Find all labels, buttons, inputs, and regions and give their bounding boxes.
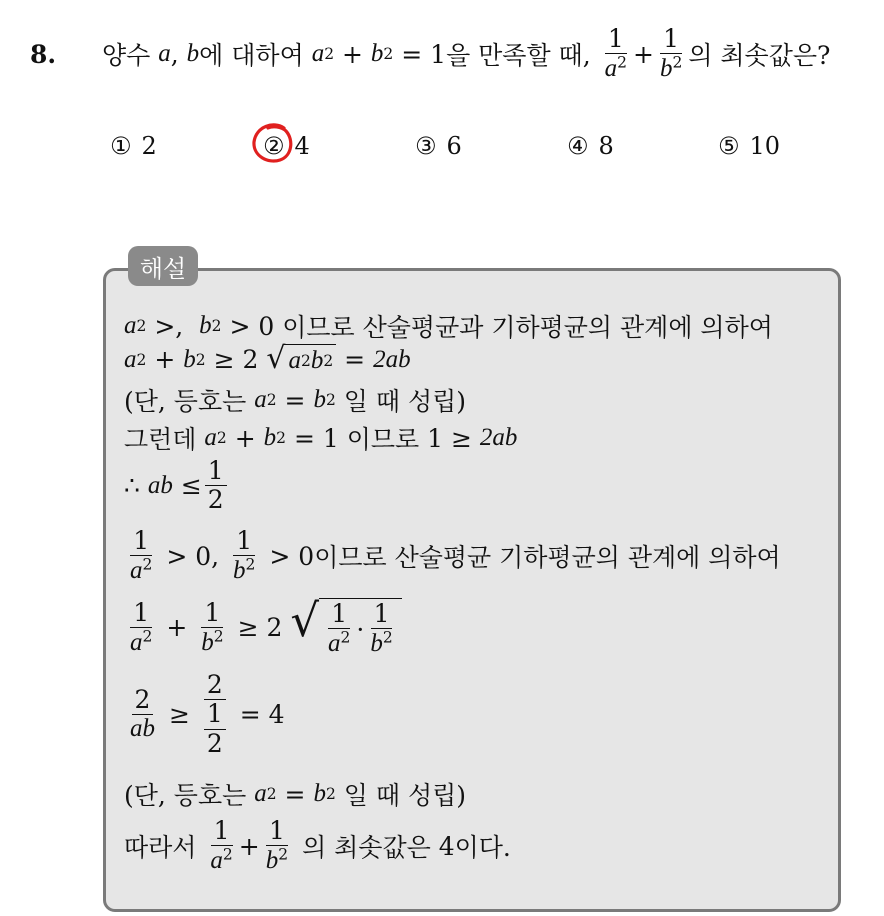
denominator: 2: [207, 485, 224, 515]
solution-line-3: (단, 등호는 a 2 = b 2 일 때 성립): [124, 382, 466, 418]
var-b: b: [265, 847, 279, 875]
number: 1: [427, 423, 444, 453]
choice-1-mark: ①: [110, 132, 132, 160]
var-a: a: [124, 345, 137, 373]
equals: =: [293, 423, 315, 453]
equals: =: [239, 699, 261, 729]
var-a: a: [210, 847, 223, 875]
number: 1: [430, 39, 447, 69]
solution-text: 이다.: [454, 833, 511, 863]
solution-line-10: [124, 818, 511, 875]
fraction-1-over-b2: [367, 601, 395, 658]
fraction-1-over-b2: [198, 597, 226, 657]
plus: +: [154, 345, 176, 374]
choice-5-mark: ⑤: [718, 132, 740, 160]
exponent: 2: [340, 628, 351, 647]
choice-3-mark: ③: [415, 132, 437, 160]
expr-ab: ab: [147, 471, 173, 499]
var-b: b: [659, 55, 673, 83]
question-number: 8.: [30, 39, 57, 69]
denominator: 2: [206, 728, 223, 758]
choice-3[interactable]: [415, 132, 462, 160]
equals: =: [344, 345, 366, 374]
solution-line-6: [124, 528, 781, 585]
solution-text: (단, 등호는: [124, 387, 247, 416]
fraction-2-over-half: [201, 672, 229, 757]
sqrt-a2b2: √ a 2 b 2: [266, 344, 336, 375]
var-a: a: [288, 347, 301, 374]
exponent: 2: [222, 845, 233, 864]
numerator: 1: [266, 818, 288, 846]
plus: +: [342, 39, 363, 69]
exponent: 2: [213, 627, 224, 646]
choice-4-mark: ④: [567, 132, 589, 160]
exponent: 2: [278, 845, 289, 864]
solution-line-7: [124, 594, 402, 658]
choice-2-mark: ②: [263, 132, 285, 160]
var-b: b: [370, 630, 383, 658]
var-a: a: [254, 386, 267, 413]
solution-line-8: [124, 672, 285, 757]
choice-4-value: 8: [598, 132, 614, 160]
q-text-minimum: 의 최솟값은?: [688, 41, 831, 71]
fraction-1-over-2: [205, 458, 227, 514]
number: 4: [268, 699, 285, 729]
fraction-1-over-a2: [325, 601, 353, 658]
fraction-1-over-b2: [263, 818, 291, 875]
choice-4[interactable]: [567, 132, 614, 160]
var-b: b: [313, 386, 326, 413]
solution-text: 따라서: [124, 833, 197, 863]
geq: ≥: [237, 613, 259, 643]
var-a: a: [604, 55, 618, 83]
numerator: 2: [204, 672, 226, 700]
var-b: b: [263, 424, 277, 451]
solution-text: 일 때 성립): [343, 781, 467, 810]
selected-answer-circle-icon: [248, 118, 298, 168]
numerator: 1: [204, 701, 226, 729]
fraction-1-over-a2: [127, 528, 155, 585]
var-b: b: [370, 40, 384, 68]
solution-line-2: a 2 + b 2 ≥ 2 √ a 2 b 2 = 2ab: [124, 341, 411, 376]
gt: >: [229, 311, 251, 341]
question: [30, 26, 860, 83]
numerator: 1: [205, 458, 227, 486]
exponent: 2: [382, 628, 393, 647]
var-a: a: [130, 557, 143, 585]
choice-2-value: 4: [294, 132, 310, 160]
fraction-1-over-a2: [127, 597, 155, 657]
numerator: 1: [605, 26, 627, 54]
var-a: a: [124, 312, 137, 339]
number: 0: [258, 311, 275, 341]
var-a: a: [311, 40, 325, 68]
var-a: a: [158, 40, 171, 68]
var-b: b: [233, 557, 246, 585]
choice-1[interactable]: [110, 132, 157, 160]
number: 2: [242, 345, 259, 374]
fraction-1-over-a2: [207, 818, 235, 875]
exponent: 2: [617, 53, 627, 72]
gt: >: [166, 541, 188, 571]
numerator: 1: [233, 528, 255, 556]
choice-5-value: 10: [749, 132, 781, 160]
geq: ≥: [168, 699, 190, 729]
gt: >: [269, 541, 291, 571]
expr-2ab: 2ab: [373, 345, 411, 373]
leq: ≤: [180, 471, 202, 501]
number: 0: [195, 541, 212, 571]
var-a: a: [328, 630, 341, 658]
solution-line-4: 그런데 a 2 + b 2 = 1 이므로 1 ≥ 2ab: [124, 420, 517, 456]
exponent: 2: [245, 555, 256, 574]
var-a: a: [130, 628, 143, 656]
solution-text: 의 최솟값은: [302, 833, 431, 863]
equals: =: [401, 39, 423, 69]
fraction-1-over-b2: [657, 26, 685, 83]
numerator: 1: [211, 818, 233, 846]
q-text-satisfy: 을 만족할 때,: [446, 41, 591, 71]
var-b: b: [199, 312, 212, 339]
dot: ·: [356, 614, 365, 644]
choice-5[interactable]: [718, 132, 780, 160]
numerator: 1: [660, 26, 682, 54]
var-b: b: [186, 40, 200, 68]
exponent: 2: [142, 627, 153, 646]
solution-line-1: a 2 > , b 2 > 0 이므로 산술평균과 기하평균의 관계에 의하여: [124, 308, 773, 344]
solution-text: 이므로: [346, 425, 420, 454]
var-a: a: [204, 424, 217, 451]
solution-line-9: (단, 등호는 a 2 = b 2 일 때 성립): [124, 776, 466, 812]
fraction-1-over-b2: [230, 528, 258, 585]
equals: =: [284, 385, 306, 415]
choice-1-value: 2: [141, 132, 157, 160]
plus: +: [166, 613, 188, 643]
var-b: b: [183, 345, 196, 373]
geq: ≥: [451, 423, 472, 453]
number: 1: [322, 423, 339, 453]
plus: +: [632, 39, 654, 69]
fraction-1-over-a2: [602, 26, 630, 83]
solution-text: 이므로 산술평균 기하평균의 관계에 의하여: [314, 543, 781, 573]
numerator: 1: [130, 600, 152, 628]
var-b: b: [201, 628, 214, 656]
number: 0: [298, 541, 315, 571]
therefore: ∴: [124, 471, 140, 501]
var-b: b: [313, 780, 326, 807]
choice-3-value: 6: [446, 132, 462, 160]
expr-2ab: 2ab: [479, 424, 518, 451]
sqrt-product: √ $\frac{1}{a^2}$ · $\frac{1}{b^2}$: [290, 598, 401, 658]
var-b: b: [310, 347, 324, 374]
numerator: 1: [371, 601, 393, 629]
comma: ,: [170, 39, 179, 69]
plus: +: [238, 831, 260, 861]
fraction-2-over-ab: [127, 684, 158, 743]
solution-text: (단, 등호는: [124, 781, 247, 810]
solution-text: 이므로 산술평균과 기하평균의 관계에 의하여: [282, 313, 773, 342]
exponent: 2: [672, 53, 683, 72]
number: 2: [266, 613, 283, 643]
solution-line-5: [124, 458, 230, 514]
numerator: 1: [201, 600, 223, 628]
denominator: ab: [130, 714, 155, 742]
solution-text: 그런데: [124, 425, 197, 454]
solution-text: 일 때 성립): [343, 387, 467, 416]
q-text-positive: 양수: [102, 41, 151, 71]
question-text: 양수 a , b 에 대하여 a 2 + b 2 = 1 을 만족할 때, $\frac{1}{a^2}$ + $\frac{1}{b^2}$ 의 최솟값은?: [102, 24, 831, 83]
numerator: 2: [132, 687, 154, 715]
numerator: 1: [130, 528, 152, 556]
numerator: 1: [328, 601, 350, 629]
exponent: 2: [142, 555, 153, 574]
comma: ,: [175, 311, 184, 341]
q-text-for: 에 대하여: [199, 41, 304, 71]
equals: =: [284, 779, 306, 809]
gt: >: [154, 311, 176, 341]
comma: ,: [211, 541, 220, 571]
var-a: a: [254, 780, 267, 807]
number: 4: [438, 831, 455, 861]
plus: +: [234, 423, 256, 453]
geq: ≥: [213, 345, 235, 374]
solution-label: 해설: [128, 246, 198, 286]
